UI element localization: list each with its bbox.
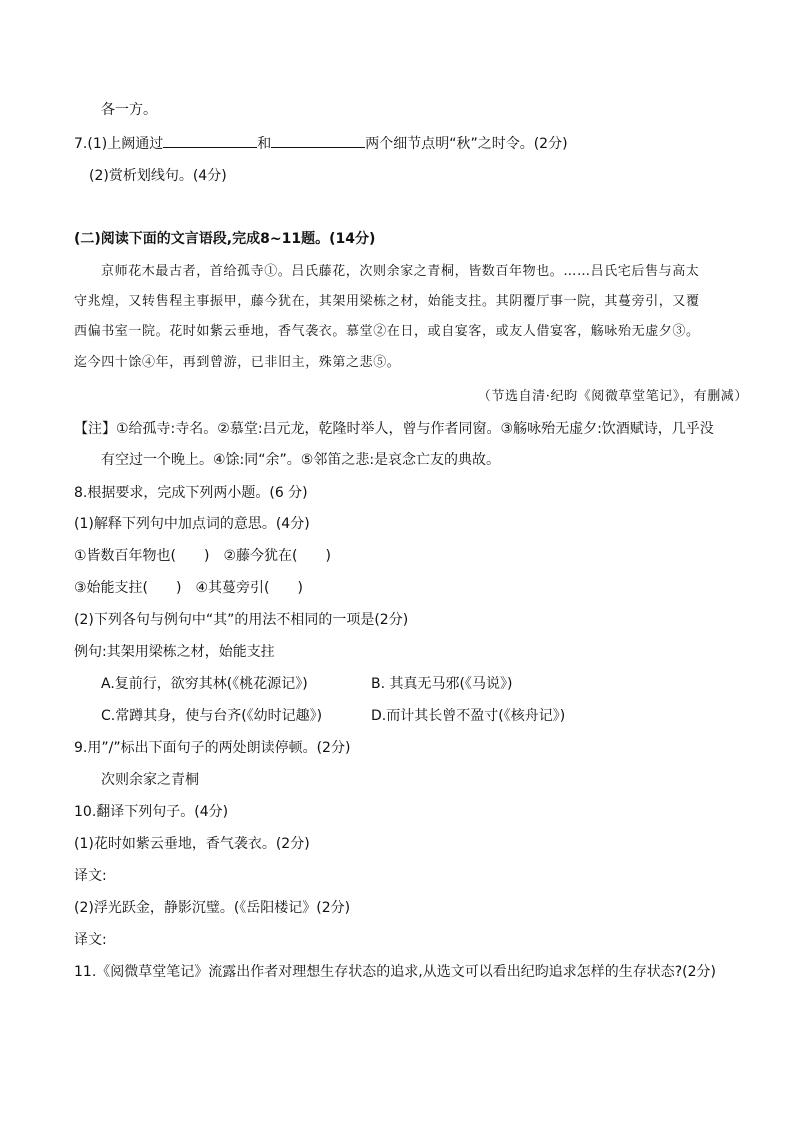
section2-title: (二)阅读下面的文言语段,完成8~11题。(14分) [74,231,376,247]
passage-line-1: 京师花木最古者，首给孤寺①。吕氏藤花，次则余家之青桐，皆数百年物也。……吕氏宅后售与高太 [101,264,700,279]
q8-items-row1: ①皆数百年物也( ) ②藤今犹在( ) [74,548,331,564]
q8-option-d[interactable]: D.而计其长曾不盈寸(《核舟记》) [371,708,566,724]
q9-title: 9.用”/”标出下面句子的两处朗读停顿。(2分) [74,740,351,756]
q10-sentence-1: (1)花时如紫云垂地，香气袭衣。(2分) [74,836,310,852]
q7-part1 [74,133,568,154]
q7-part2: (2)赏析划线句。(4分) [89,168,227,184]
q7-blank-1[interactable] [163,133,257,148]
passage-line-3: 西偏书室一院。花时如紫云垂地，香气袭衣。慕堂②在日，或自宴客，或友人借宴客，觞咏殆无虚夕③。 [74,324,700,339]
q8-option-c[interactable]: C.常蹲其身，使与台齐(《幼时记趣》) [101,708,323,724]
q8-part2: (2)下列各句与例句中“其”的用法不相同的一项是(2分) [74,612,409,628]
q8-title: 8.根据要求，完成下列两小题。(6 分) [74,485,308,501]
q7-part1-and: 和 [257,136,272,152]
q8-part1: (1)解释下列句中加点词的意思。(4分) [74,516,310,532]
passage-line-4: 迄今四十馀④年，再到曾游，已非旧主，殊第之悲⑤。 [74,355,401,370]
q7-part1-post: 两个细节点明“秋”之时令。(2分) [365,136,568,152]
notes-line-1: 【注】①给孤寺:寺名。②慕堂:吕元龙，乾隆时举人，曾与作者同窗。③觞咏殆无虚夕:饮酒赋诗，几乎没 [74,421,714,437]
q10-title: 10.翻译下列句子。(4分) [74,804,229,820]
q11-question: 11.《阅微草堂笔记》流露出作者对理想生存状态的追求,从选文可以看出纪昀追求怎样的生存状态?(2分) [74,964,716,980]
q6-tail: 各一方。 [101,102,157,118]
q7-blank-2[interactable] [271,133,365,148]
q10-sentence-2: (2)浮光跃金，静影沉璧。(《岳阳楼记》(2分) [74,900,351,916]
q8-option-a[interactable]: A.复前行，欲穷其林(《桃花源记》) [101,676,308,692]
q9-sentence: 次则余家之青桐 [101,772,199,788]
q8-items-row2: ③始能支拄( ) ④其蔓旁引( ) [74,580,303,596]
notes-line-2: 有空过一个晚上。④馀:同“余”。⑤邻笛之悲:是哀念亡友的典故。 [101,452,501,468]
q8-example: 例句:其架用梁栋之材，始能支拄 [74,644,275,660]
q10-answer-2[interactable]: 译文: [74,932,107,948]
passage-line-2: 守兆煌，又转售程主事振甲，藤今犹在，其架用梁栋之材，始能支拄。其阴覆厅事一院，其蔓旁引，又覆 [74,294,700,309]
q8-option-b[interactable]: B. 其真无马邪(《马说》) [371,676,513,692]
q7-part1-pre: 7.(1)上阙通过 [74,136,164,152]
passage-source: （节选自清·纪昀《阅微草堂笔记》，有删减） [477,389,748,404]
q10-answer-1[interactable]: 译文: [74,868,107,884]
